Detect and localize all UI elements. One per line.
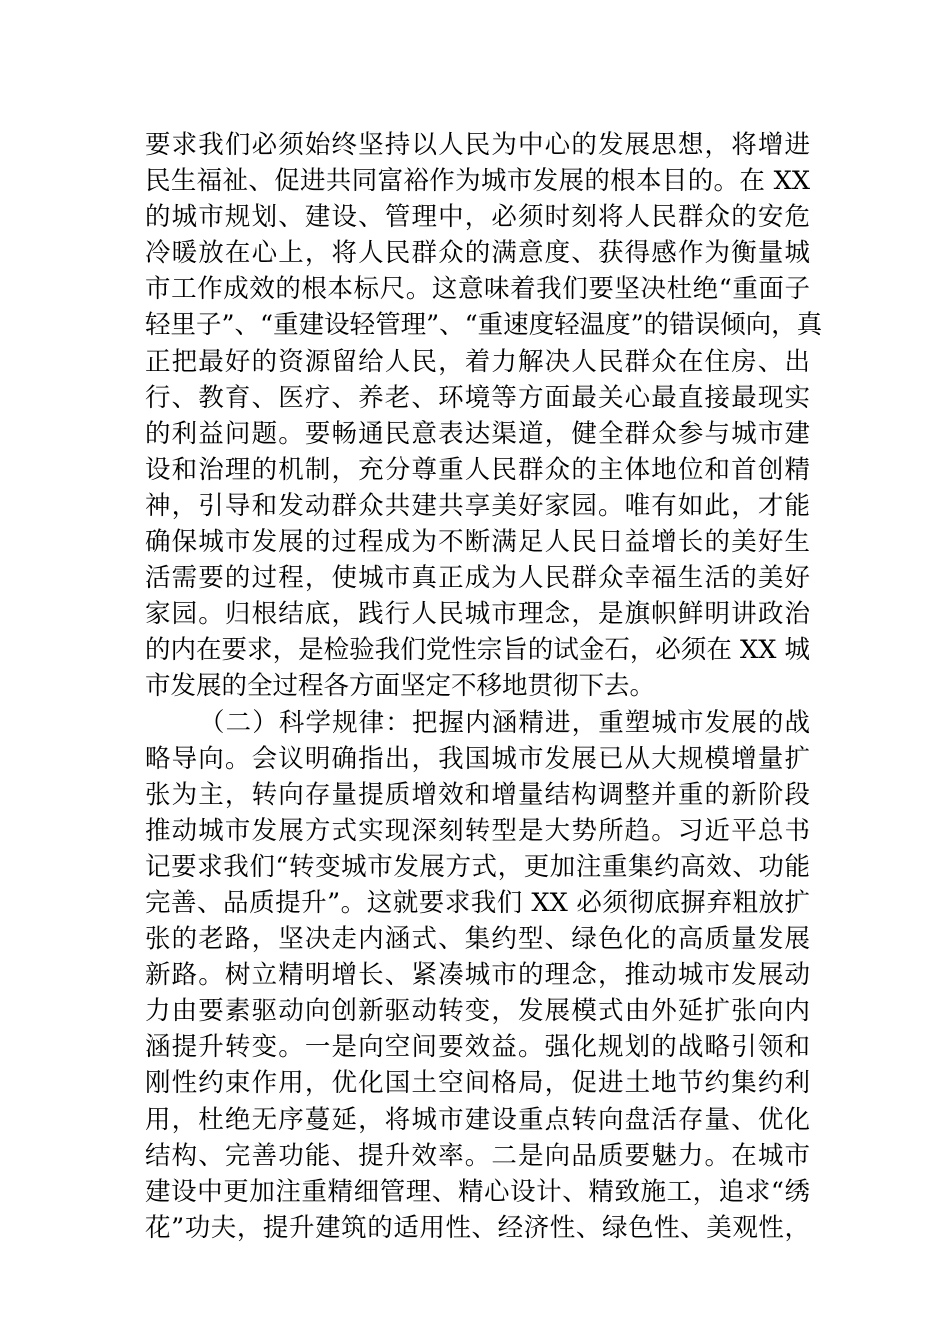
paragraph-line: 的利益问题。要畅通民意表达渠道，健全群众参与城市建 [145, 418, 810, 449]
paragraph-line: 的内在要求，是检验我们党性宗旨的试金石，必须在 XX 城 [145, 635, 810, 666]
paragraph-line: 家园。归根结底，践行人民城市理念，是旗帜鲜明讲政治 [145, 599, 810, 630]
paragraph-line: 涵提升转变。一是向空间要效益。强化规划的战略引领和 [145, 1032, 810, 1063]
paragraph-line: 张的老路，坚决走内涵式、集约型、绿色化的高质量发展 [145, 924, 810, 955]
paragraph-line: 花”功夫，提升建筑的适用性、经济性、绿色性、美观性， [145, 1212, 810, 1243]
paragraph-line: 用，杜绝无序蔓延，将城市建设重点转向盘活存量、优化 [145, 1104, 810, 1135]
paragraph-line: 略导向。会议明确指出，我国城市发展已从大规模增量扩 [145, 743, 810, 774]
paragraph-line: 结构、完善功能、提升效率。二是向品质要魅力。在城市 [145, 1140, 810, 1171]
paragraph-line: 张为主，转向存量提质增效和增量结构调整并重的新阶段 [145, 779, 810, 810]
paragraph-line: 力由要素驱动向创新驱动转变，发展模式由外延扩张向内 [145, 996, 810, 1027]
paragraph-line: 记要求我们“转变城市发展方式，更加注重集约高效、功能 [145, 851, 810, 882]
paragraph-line: 要求我们必须始终坚持以人民为中心的发展思想，将增进 [145, 130, 810, 160]
paragraph-line: 行、教育、医疗、养老、环境等方面最关心最直接最现实 [145, 382, 810, 413]
paragraph-line: 设和治理的机制，充分尊重人民群众的主体地位和首创精 [145, 454, 810, 485]
paragraph-line: 推动城市发展方式实现深刻转型是大势所趋。习近平总书 [145, 815, 810, 846]
paragraph-line: 冷暖放在心上，将人民群众的满意度、获得感作为衡量城 [145, 238, 810, 269]
paragraph-line: 刚性约束作用，优化国土空间格局，促进土地节约集约利 [145, 1068, 810, 1099]
paragraph-2 [145, 705, 810, 1246]
section-heading-line: （二）科学规律：把握内涵精进，重塑城市发展的战 [199, 707, 810, 738]
paragraph-1 [145, 127, 823, 705]
paragraph-line: 市工作成效的根本标尺。这意味着我们要坚决杜绝“重面子 [145, 274, 810, 305]
paragraph-line: 确保城市发展的过程成为不断满足人民日益增长的美好生 [145, 527, 810, 558]
paragraph-line: 活需要的过程，使城市真正成为人民群众幸福生活的美好 [145, 563, 810, 594]
paragraph-line: 正把最好的资源留给人民，着力解决人民群众在住房、出 [145, 346, 810, 377]
paragraph-line: 民生福祉、促进共同富裕作为城市发展的根本目的。在 XX [145, 166, 810, 197]
paragraph-line: 轻里子”、“重建设轻管理”、“重速度轻温度”的错误倾向，真 [145, 310, 823, 341]
body-text [145, 127, 823, 1246]
paragraph-line: 完善、品质提升”。这就要求我们 XX 必须彻底摒弃粗放扩 [145, 887, 810, 918]
paragraph-line: 的城市规划、建设、管理中，必须时刻将人民群众的安危 [145, 202, 810, 233]
paragraph-line: 新路。树立精明增长、紧凑城市的理念，推动城市发展动 [145, 960, 810, 991]
paragraph-line: 市发展的全过程各方面坚定不移地贯彻下去。 [145, 671, 656, 702]
paragraph-line: 神，引导和发动群众共建共享美好家园。唯有如此，才能 [145, 490, 810, 521]
paragraph-line: 建设中更加注重精细管理、精心设计、精致施工，追求“绣 [145, 1176, 810, 1207]
